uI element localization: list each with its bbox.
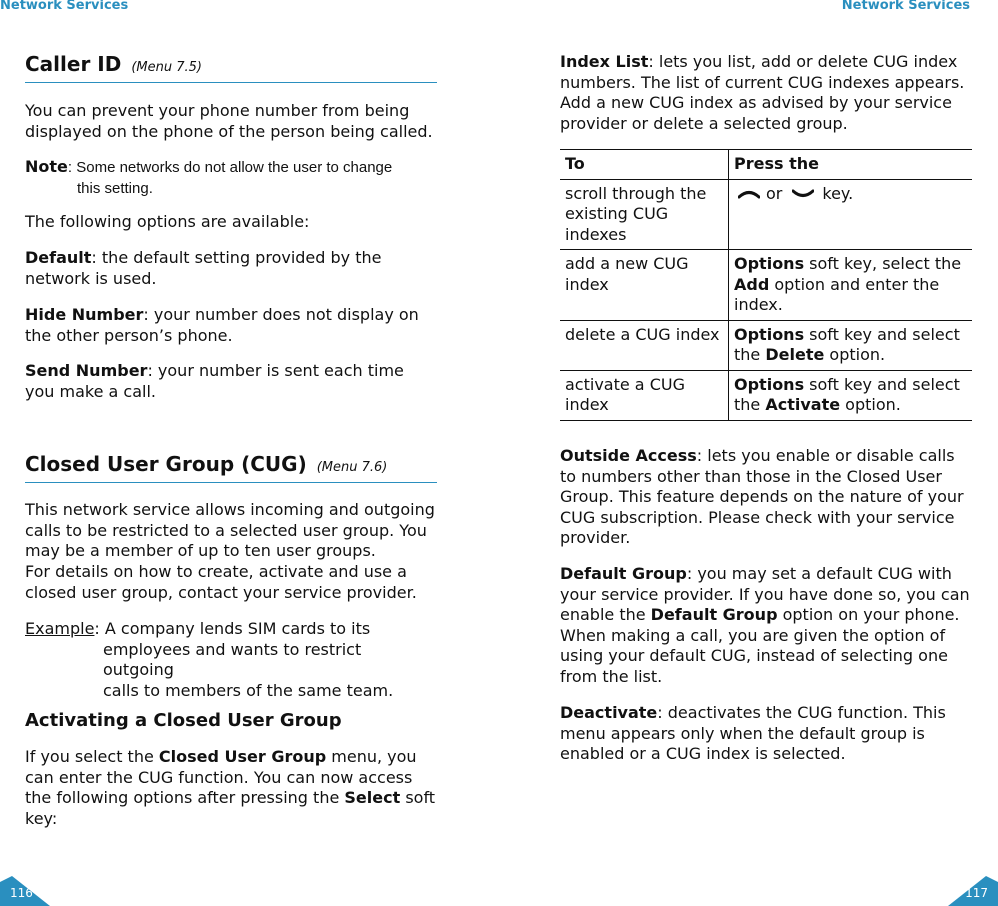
caller-id-intro: You can prevent your phone number from being displayed on the phone of the person being called. — [25, 101, 433, 141]
cug-title: Closed User Group (CUG) — [25, 452, 307, 476]
press-text: soft key, select the — [804, 254, 962, 273]
table-row — [560, 179, 972, 250]
default-group-text-post: option on your phone. When making a call, you are given the option of using your default CUG, instead of selecting one from the list. — [560, 605, 960, 686]
note-text: : Some networks do not allow the user to change — [67, 159, 393, 176]
caller-id-title: Caller ID — [25, 52, 122, 76]
scroll-key-text: key. — [822, 183, 854, 203]
option-name: Delete — [765, 345, 825, 364]
running-header-right: Network Services — [841, 0, 970, 13]
option-hide-label: Hide Number — [25, 305, 144, 324]
activating-heading: Activating a Closed User Group — [25, 710, 342, 731]
press-text-end: option. — [840, 395, 901, 414]
note-text-cont: this setting. — [77, 179, 153, 197]
table-header-to: To — [560, 150, 729, 180]
option-hide-text: : your number does not display on the other person’s phone. — [25, 305, 419, 345]
table-cell-press — [729, 370, 973, 420]
option-default-text: : the default setting provided by the network is used. — [25, 248, 382, 288]
cug-menu-ref: (Menu 7.6) — [316, 460, 388, 475]
options-key-label: Options — [734, 254, 805, 273]
default-group-para — [560, 564, 972, 687]
page-number-right: 117 — [965, 886, 988, 900]
option-hide-number — [25, 305, 425, 346]
note-label: Note — [25, 157, 68, 176]
cug-heading — [25, 452, 437, 483]
press-text-end: option and enter the index. — [734, 274, 940, 314]
table-row — [560, 250, 972, 321]
option-name: Activate — [765, 395, 841, 414]
press-text-end: option. — [824, 345, 886, 364]
press-text: soft key and select the — [734, 374, 960, 414]
option-default — [25, 248, 395, 289]
caller-id-note — [25, 157, 437, 199]
outside-access-text: : lets you enable or disable calls to numbers other than those in the Closed User Group. This feature depends on the nature of your CUG subscription. Please check with your service provider. — [560, 446, 964, 547]
table-cell-press — [729, 179, 973, 250]
caller-id-menu-ref: (Menu 7.5) — [131, 60, 202, 75]
table-cell-press — [729, 320, 973, 370]
page-number-tab-right — [948, 876, 998, 906]
running-header-left: Network Services — [0, 0, 129, 13]
cug-example — [25, 619, 437, 701]
page-number-left: 116 — [10, 886, 33, 900]
activating-text-pre: If you select the — [25, 747, 159, 766]
deactivate-para — [560, 703, 960, 765]
index-list-text: : lets you list, add or delete CUG index numbers. The list of current CUG indexes appears. Add a new CUG index as advised by your service provider or delete a selected group. — [560, 52, 965, 133]
caller-id-heading — [25, 52, 437, 83]
deactivate-label: Deactivate — [560, 703, 658, 722]
table-cell-to: add a new CUG index — [560, 250, 729, 321]
option-name: Add — [734, 274, 770, 294]
options-intro: The following options are available: — [25, 212, 310, 231]
table-header-row — [560, 150, 972, 180]
table-cell-to: scroll through the existing CUG indexes — [560, 179, 729, 250]
default-group-option: Default Group — [650, 605, 778, 624]
activating-text-post: soft key: — [25, 788, 436, 828]
table-cell-to: activate a CUG index — [560, 370, 729, 420]
example-text: : A company lends SIM cards to its — [94, 619, 371, 638]
option-send-number — [25, 361, 437, 402]
activating-text — [25, 747, 437, 829]
cug-options-table — [560, 149, 972, 421]
activating-text-menu: Closed User Group — [158, 747, 327, 766]
table-row — [560, 320, 972, 370]
scroll-up-key-icon — [738, 184, 760, 205]
options-key-label: Options — [734, 324, 805, 344]
press-text: soft key and select the — [734, 324, 960, 364]
option-send-label: Send Number — [25, 361, 148, 380]
outside-access-para — [560, 446, 970, 549]
option-default-label: Default — [25, 248, 92, 267]
activating-text-key: Select — [344, 788, 401, 807]
options-key-label: Options — [734, 374, 805, 394]
scroll-or-text: or — [766, 183, 783, 203]
cug-details: For details on how to create, activate and use a closed user group, contact your service provider. — [25, 562, 417, 602]
index-list-label: Index List — [560, 52, 649, 71]
table-cell-to: delete a CUG index — [560, 320, 729, 370]
cug-table-wrap — [560, 149, 972, 421]
table-header-press: Press the — [729, 150, 973, 180]
page-number-tab-left — [0, 876, 50, 906]
table-cell-press — [729, 250, 973, 321]
cug-intro: This network service allows incoming and outgoing calls to be restricted to a selected user group. You may be a member of up to ten user groups. — [25, 500, 435, 560]
scroll-down-key-icon — [792, 184, 814, 205]
example-label: Example — [25, 619, 95, 638]
option-send-text: : your number is sent each time you make a call. — [25, 361, 404, 401]
outside-access-label: Outside Access — [560, 446, 697, 465]
default-group-label: Default Group — [560, 564, 687, 583]
index-list-para — [560, 52, 968, 134]
example-text-2: employees and wants to restrict outgoing — [103, 639, 362, 679]
table-row — [560, 370, 972, 420]
activating-text-mid: menu, you can enter the CUG function. You can now access the following options after pressing the — [25, 747, 417, 807]
default-group-text-pre: : you may set a default CUG with your service provider. If you have done so, you can enable the — [560, 564, 970, 624]
deactivate-text: : deactivates the CUG function. This menu appears only when the default group is enabled or a CUG index is selected. — [560, 703, 946, 763]
example-text-3: calls to members of the same team. — [103, 680, 394, 700]
